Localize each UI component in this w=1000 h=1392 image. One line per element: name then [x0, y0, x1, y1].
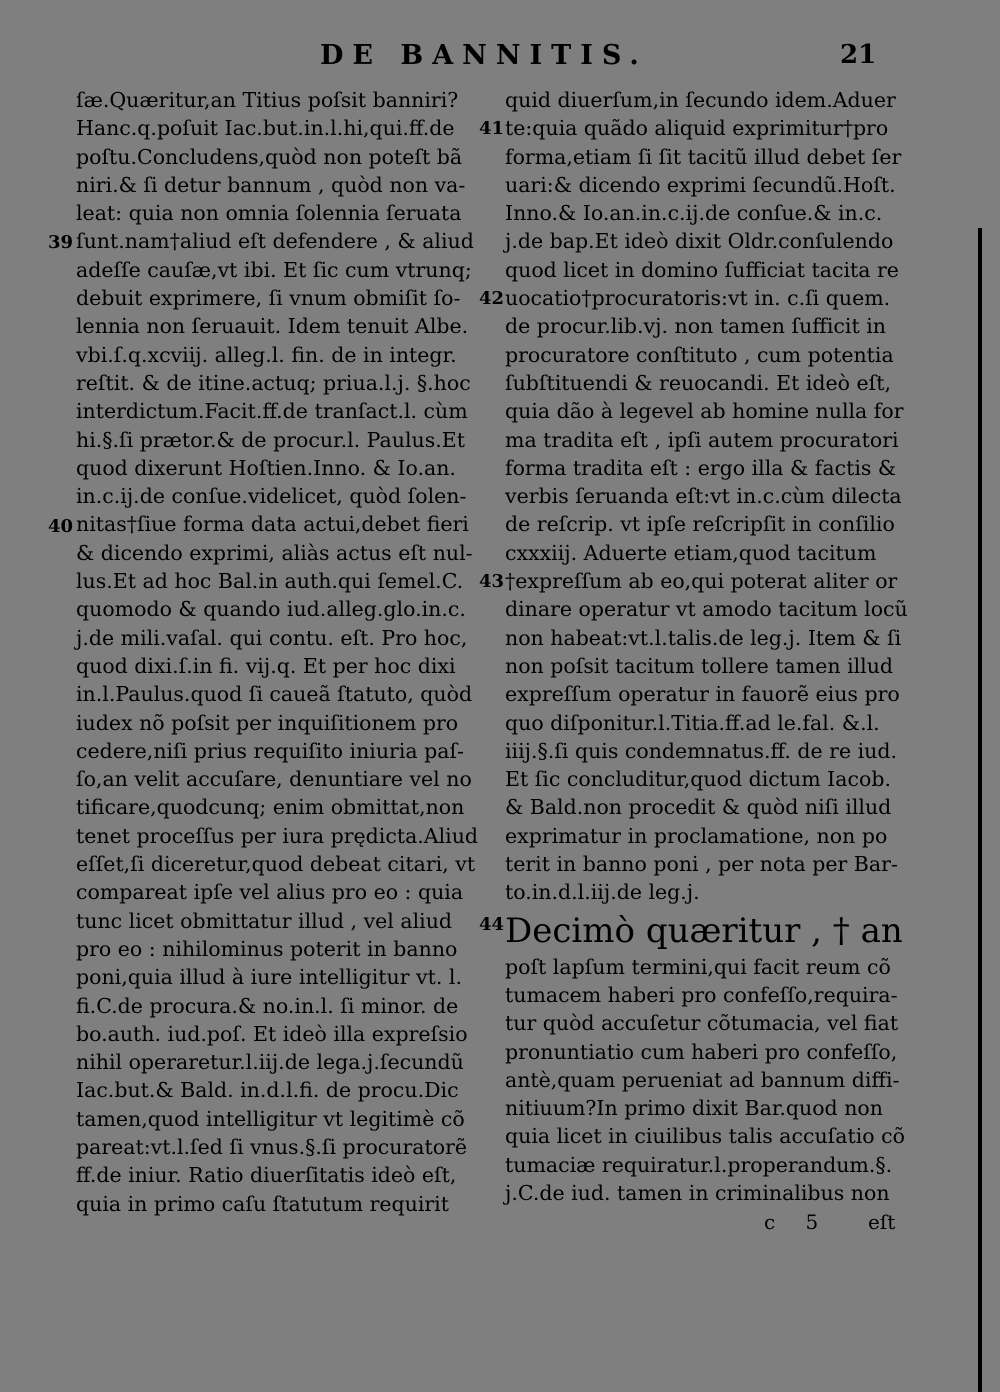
text-line: eſſet,ſi diceretur,quod debeat citari, vt	[76, 852, 476, 877]
text-line: lennia non ſeruauit. Idem tenuit Albe.	[76, 314, 469, 339]
text-line: nihil operaretur.l.iij.de lega.j.ſecundũ	[76, 1050, 464, 1075]
text-line: verbis ſeruanda eſt:vt in.c.cùm dilecta	[505, 484, 902, 509]
text-line: & Bald.non procedit & quòd niſi illud	[505, 795, 892, 820]
text-line: uari:& dicendo exprimi ſecundũ.Hoſt.	[505, 172, 896, 197]
text-line: ſunt.nam†aliud eſt defendere , & aliud	[76, 229, 474, 254]
text-line: procuratore conſtituto , cum potentia	[505, 342, 894, 367]
text-line: uocatio†procuratoris:vt in. c.ſi quem.	[505, 286, 891, 311]
text-line: quod dixi.ſ.in fi. vij.q. Et per hoc dixi	[76, 653, 456, 678]
text-line: non poſsit tacitum tollere tamen illud	[505, 653, 894, 678]
left-text-column	[76, 86, 496, 1218]
margin-number-39: 39	[48, 232, 74, 253]
text-line: vbi.ſ.q.xcviij. alleg.l. fin. de in integr.	[76, 342, 457, 367]
text-line: poſt lapſum termini,qui facit reum cõ	[505, 954, 891, 979]
text-line: fi.C.de procura.& no.in.l. ſi minor. de	[76, 993, 459, 1018]
text-line: terit in banno poni , per nota per Bar-	[505, 852, 898, 877]
catchword: eſt	[868, 1210, 896, 1234]
text-line: j.de bap.Et ideò dixit Oldr.conſulendo	[505, 229, 894, 254]
margin-number-44: 44	[479, 914, 505, 935]
text-line: †expreſſum ab eo,qui poterat aliter or	[505, 569, 898, 594]
margin-number-40: 40	[48, 516, 74, 537]
text-line: ſo,an velit accuſare, denuntiare vel no	[76, 767, 472, 792]
text-line: quomodo & quando iud.alleg.glo.in.c.	[76, 597, 466, 622]
text-line: debuit exprimere, ſi vnum obmiſit ſo-	[76, 286, 461, 311]
text-line: poni,quia illud à iure intelligitur vt. l.	[76, 965, 462, 990]
text-line: nitas†ſiue forma data actui,debet fieri	[76, 512, 469, 537]
text-line: quod licet in domino ſufficiat tacita re	[505, 257, 899, 282]
text-line: Hanc.q.poſuit Iac.but.in.l.hi,qui.ff.de	[76, 116, 455, 141]
text-line: de reſcrip. vt ipſe reſcripſit in conſilio	[505, 512, 895, 537]
text-line: quia licet in ciuilibus talis accuſatio cõ	[505, 1124, 905, 1149]
text-line: compareat ipſe vel alius pro eo : quia	[76, 880, 464, 905]
text-line: quia dão à legevel ab homine nulla for	[505, 399, 904, 424]
text-line: tumacem haberi pro confeſſo,requira-	[505, 982, 898, 1007]
text-line: niri.& ſi detur bannum , quòd non va-	[76, 172, 466, 197]
running-head: DE BANNITIS.	[320, 40, 648, 71]
text-line: quid diuerſum,in ſecundo idem.Aduer	[505, 88, 896, 112]
text-line: quod dixerunt Hoſtien.Inno. & Io.an.	[76, 455, 456, 480]
text-line: hi.§.ſi prætor.& de procur.l. Paulus.Et	[76, 427, 465, 452]
text-line: ſæ.Quæritur,an Titius poſsit banniri?	[76, 88, 459, 112]
text-line: pronuntiatio cum haberi pro confeſſo,	[505, 1039, 898, 1064]
text-line: j.de mili.vaſal. qui contu. eſt. Pro hoc,	[76, 625, 468, 650]
text-line: pro eo : nihilominus poterit in banno	[76, 936, 458, 961]
text-line: quia in primo caſu ſtatutum requirit	[76, 1191, 449, 1216]
text-line: tamen,quod intelligitur vt legitimè cõ	[76, 1106, 465, 1131]
text-line: tenet proceſſus per iura prędicta.Aliud	[76, 823, 479, 848]
text-line: ff.de iniur. Ratio diuerſitatis ideò eſt,	[76, 1163, 457, 1188]
text-line: poſtu.Concludens,quòd non poteſt bã	[76, 144, 463, 169]
text-line: leat: quia non omnia ſolennia ſeruata	[76, 201, 462, 226]
folio-number: 21	[840, 40, 877, 70]
right-text-column	[505, 86, 908, 1207]
text-line: tificare,quodcunq; enim obmittat,non	[76, 795, 465, 820]
text-line: quo diſponitur.l.Titia.ff.ad le.fal. &.l.	[505, 710, 880, 735]
text-line: adeſſe cauſæ,vt ibi. Et ſic cum vtrunq;	[76, 257, 472, 282]
text-line: in.c.ij.de conſue.videlicet, quòd ſolen-	[76, 484, 467, 509]
text-line: iiij.§.ſi quis condemnatus.ff. de re iud.	[505, 738, 897, 763]
text-line: non habeat:vt.l.talis.de leg.j. Item & ſi	[505, 625, 902, 650]
page-edge	[978, 228, 982, 1392]
text-line: Et ſic concluditur,quod dictum Iacob.	[505, 767, 891, 792]
text-line: antè,quam perueniat ad bannum diffi-	[505, 1067, 900, 1092]
signature-mark: c 5	[764, 1210, 831, 1234]
text-line: forma,etiam ſi ſit tacitũ illud debet ſer	[505, 144, 902, 169]
text-line: tur quòd accuſetur cõtumacia, vel fiat	[505, 1011, 899, 1036]
text-line: ſubſtituendi & reuocandi. Et ideò eſt,	[505, 370, 891, 395]
margin-number-43: 43	[479, 571, 505, 592]
text-line: iudex nõ poſsit per inquiſitionem pro	[76, 710, 459, 735]
text-line: te:quia quãdo aliquid exprimitur†pro	[505, 116, 889, 141]
text-line: Inno.& Io.an.in.c.ij.de conſue.& in.c.	[505, 201, 883, 226]
text-line: cedere,niſi prius requiſito iniuria paſ-	[76, 738, 464, 763]
text-line: to.in.d.l.iij.de leg.j.	[505, 880, 700, 905]
text-line: de procur.lib.vj. non tamen ſufficit in	[505, 314, 886, 339]
text-line: tunc licet obmittatur illud , vel aliud	[76, 908, 453, 933]
text-line: lus.Et ad hoc Bal.in auth.qui ſemel.C.	[76, 569, 464, 594]
text-line: reſtit. & de itine.actuq; priua.l.j. §.hoc	[76, 370, 471, 395]
text-line: interdictum.Facit.ff.de tranſact.l. cùm	[76, 399, 468, 424]
section-heading: Decimò quæritur , † an	[505, 910, 903, 951]
text-line: in.l.Paulus.quod ſi caueã ſtatuto, quòd	[76, 682, 473, 707]
margin-number-42: 42	[479, 288, 505, 309]
text-line: j.C.de iud. tamen in criminalibus non	[505, 1180, 890, 1205]
text-line: expreſſum operatur in fauorẽ eius pro	[505, 682, 900, 707]
text-line: Iac.but.& Bald. in.d.l.fi. de procu.Dic	[76, 1078, 459, 1103]
text-line: bo.auth. iud.poſ. Et ideò illa expreſsio	[76, 1021, 468, 1046]
text-line: exprimatur in proclamatione, non po	[505, 823, 888, 848]
text-line: & dicendo exprimi, aliàs actus eſt nul-	[76, 540, 473, 565]
text-line: nitiuum?In primo dixit Bar.quod non	[505, 1096, 883, 1121]
margin-number-41: 41	[479, 118, 505, 139]
text-line: dinare operatur vt amodo tacitum locũ	[505, 597, 908, 622]
text-line: cxxxiij. Aduerte etiam,quod tacitum	[505, 540, 877, 565]
text-line: pareat:vt.l.ſed ſi vnus.§.ſi procuratorẽ	[76, 1134, 468, 1159]
text-line: ma tradita eſt , ipſi autem procuratori	[505, 427, 899, 452]
text-line: forma tradita eſt : ergo illa & factis &	[505, 455, 897, 480]
text-line: tumaciæ requiratur.l.properandum.§.	[505, 1152, 893, 1177]
